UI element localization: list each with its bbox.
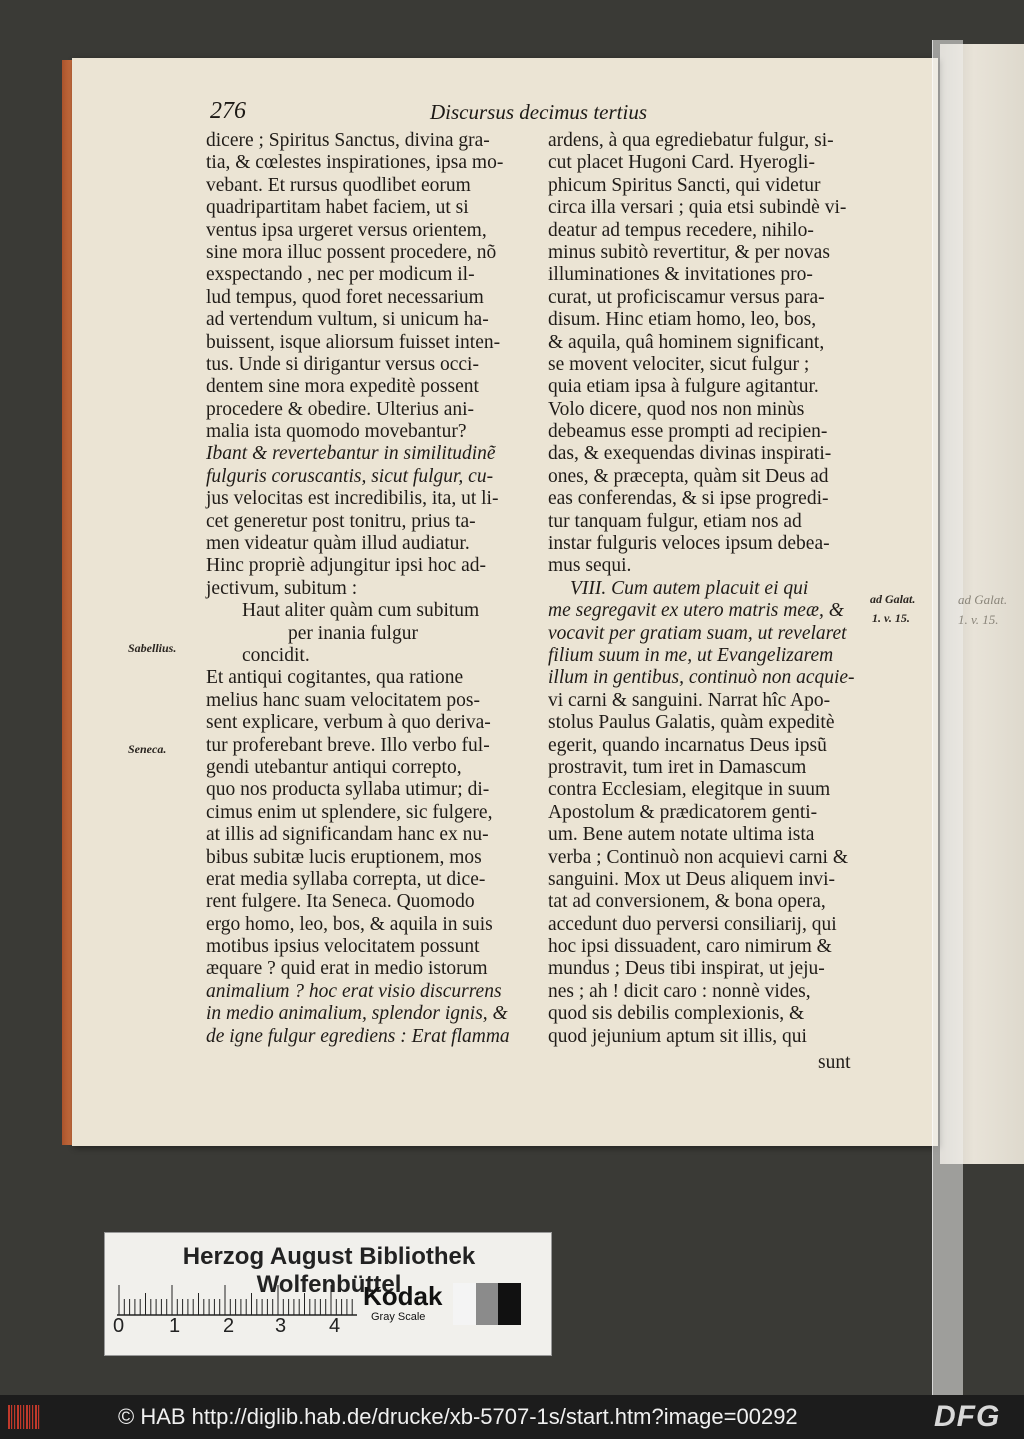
barcode-icon [8, 1403, 42, 1431]
text-line: per inania fulgur [288, 622, 418, 644]
running-head-title: Discursus decimus tertius [430, 100, 647, 124]
gray-patch [498, 1283, 521, 1325]
text-line: concidit. [242, 644, 310, 666]
text-line: dicere ; Spiritus Sanctus, divina gra- [206, 130, 490, 151]
text-line: lud tempus, quod foret necessarium [206, 286, 484, 308]
text-line: cimus enim ut splendere, sic fulgere, [206, 801, 493, 823]
gray-scale-label: Gray Scale [371, 1311, 426, 1323]
text-line: dentem sine mora expeditè possent [206, 376, 479, 398]
text-line: deatur ad tempus recedere, nihilo- [548, 219, 814, 241]
text-line: vebant. Et rursus quodlibet eorum [206, 174, 471, 196]
text-line: stolus Paulus Galatis, quàm expeditè [548, 712, 835, 734]
margin-note-sabellius: Sabellius. [128, 641, 177, 655]
text-line: cet generetur post tonitru, prius ta- [206, 510, 476, 532]
barcode-bar [35, 1405, 37, 1429]
text-line: illum in gentibus, continuò non acquie- [548, 667, 855, 689]
card-title: Herzog August Bibliothek Wolfenbüttel [182, 1243, 476, 1298]
text-line: tus. Unde si dirigantur versus occi- [206, 353, 479, 375]
text-line: vi carni & sanguini. Narrat hîc Apo- [548, 689, 831, 711]
text-line: men videatur quàm illud audiatur. [206, 533, 470, 555]
text-line: Haut aliter quàm cum subitum [242, 600, 480, 622]
text-line: filium suum in me, ut Evangelizarem [548, 644, 834, 666]
barcode-bar [32, 1405, 33, 1429]
text-line: circa illa versari ; quia etsi subindè vi- [548, 197, 847, 219]
text-line: animalium ? hoc erat visio discurrens [206, 980, 502, 1002]
text-line: accedunt duo perversi consiliarij, qui [548, 913, 837, 935]
text-line: bibus subitæ lucis eruptionem, mos [206, 846, 482, 868]
text-line: & aquila, quâ hominem significant, [548, 331, 825, 353]
text-line: instar fulguris veloces ipsum debea- [548, 533, 830, 555]
text-line: ergo homo, leo, bos, & aquila in suis [206, 913, 493, 935]
text-line: tur tanquam fulgur, etiam nos ad [548, 510, 802, 532]
color-card [104, 1232, 552, 1356]
barcode-bar [17, 1405, 19, 1429]
gray-patch [453, 1283, 476, 1325]
text-line: disum. Hinc etiam homo, leo, bos, [548, 309, 817, 331]
ruler-number: 0 [113, 1315, 125, 1337]
text-line: gendi utebantur antiqui correpto, [206, 756, 462, 778]
text-line: Hinc propriè adjungitur ipsi hoc ad- [206, 555, 486, 577]
page-number: 276 [210, 98, 246, 124]
text-line: debeamus esse prompti ad recipien- [548, 421, 828, 443]
text-line: contra Ecclesiam, elegitque in suum [548, 779, 831, 801]
text-line: prostravit, tum iret in Damascum [548, 756, 807, 778]
barcode-bar [14, 1405, 15, 1429]
text-line: cut placet Hugoni Card. Hyerogli- [548, 152, 815, 174]
text-line: erat media syllaba correpta, ut dice- [206, 868, 486, 890]
text-line: tia, & cœlestes inspirationes, ipsa mo- [206, 152, 504, 174]
text-line: vocavit per gratiam suam, ut revelaret [548, 622, 847, 644]
dfg-logo: DFG [934, 1400, 1001, 1433]
catchword: sunt [818, 1052, 851, 1073]
ruler-scale [117, 1283, 357, 1317]
text-line: verba ; Continuò non acquievi carni & [548, 846, 849, 868]
text-line: at illis ad significandam hanc ex nu- [206, 824, 489, 846]
text-line: procedere & obedire. Ulterius ani- [206, 398, 475, 420]
text-line: mus sequi. [548, 555, 632, 577]
text-line: um. Bene autem notate ultima ista [548, 824, 815, 846]
text-line: quadripartitam habet faciem, ut si [206, 197, 469, 219]
text-line: de igne fulgur egrediens : Erat flamma [206, 1025, 510, 1047]
barcode-bar [23, 1405, 24, 1429]
text-line: Ibant & revertebantur in similitudinẽ [206, 443, 496, 465]
barcode-bar [11, 1405, 12, 1429]
text-line: quo nos producta syllaba utimur; di- [206, 779, 490, 801]
text-line: ventus ipsa urgeret versus orientem, [206, 219, 487, 241]
text-line: phicum Spiritus Sancti, qui videtur [548, 174, 821, 196]
text-line: eas conferendas, & si ipse progredi- [548, 488, 829, 510]
text-line: VIII. Cum autem placuit ei qui [570, 577, 809, 599]
barcode-bar [20, 1405, 21, 1429]
copyright-link[interactable]: © HAB http://diglib.hab.de/drucke/xb-5707-1s/start.htm?image=00292 [118, 1404, 798, 1429]
text-line: Volo dicere, quod nos non minùs [548, 398, 805, 420]
text-line: jus velocitas est incredibilis, ita, ut li- [206, 488, 499, 510]
text-line: æquare ? quid erat in medio istorum [206, 958, 488, 980]
running-head [210, 100, 910, 128]
text-line: buissent, isque aliorsum fuisset inten- [206, 331, 501, 353]
text-line: quia etiam ipsa à fulgure agitantur. [548, 376, 819, 398]
ruler-number: 4 [329, 1315, 341, 1337]
text-line: jectivum, subitum : [206, 577, 358, 599]
text-line: ones, & præcepta, quàm sit Deus ad [548, 465, 829, 487]
gray-patches [453, 1283, 521, 1325]
text-line: melius hanc suam velocitatem pos- [206, 689, 481, 711]
text-line: tur proferebant breve. Illo verbo ful- [206, 734, 490, 756]
text-line: rent fulgere. Ita Seneca. Quomodo [206, 891, 475, 913]
text-line: egerit, quando incarnatus Deus ipsũ [548, 734, 827, 756]
text-line: sent explicare, verbum à quo deriva- [206, 712, 491, 734]
text-line: hoc ipsi dissuadent, caro nimirum & [548, 936, 832, 958]
barcode-bar [8, 1405, 10, 1429]
text-line: motibus ipsius velocitatem possunt [206, 936, 480, 958]
text-line: malia ista quomodo movebantur? [206, 421, 467, 443]
text-line: in medio animalium, splendor ignis, & [206, 1003, 508, 1025]
text-line: ad vertendum vultum, si unicum ha- [206, 309, 489, 331]
barcode-bar [26, 1405, 28, 1429]
ghost-note: ad Galat. [958, 592, 1008, 607]
text-line: nes ; ah ! dicit caro : nonnè vides, [548, 980, 811, 1002]
right-column [548, 130, 862, 1048]
barcode-bar [38, 1405, 39, 1429]
text-line: mundus ; Deus tibi inspirat, ut jeju- [548, 958, 825, 980]
text-line: ardens, à qua egrediebatur fulgur, si- [548, 130, 834, 151]
next-page-overlay [932, 40, 963, 1395]
ruler-number: 1 [169, 1315, 181, 1337]
margin-note-seneca: Seneca. [128, 742, 167, 756]
text-line: Apostolum & prædicatorem genti- [548, 801, 818, 823]
ruler-number: 2 [223, 1315, 235, 1337]
text-line: tat ad conversionem, & bona opera, [548, 891, 826, 913]
kodak-logo: Kodak [363, 1281, 443, 1311]
text-line: curat, ut proficiscamur versus para- [548, 286, 825, 308]
text-line: sine mora illuc possent procedere, nõ [206, 241, 497, 263]
text-line: illuminationes & invitationes pro- [548, 264, 813, 286]
margin-note-galat: ad Galat. [870, 592, 916, 606]
ghost-note-verse: 1. v. 15. [958, 612, 999, 627]
text-line: minus subitò revertitur, & per novas [548, 241, 830, 263]
text-line: fulguris coruscantis, sicut fulgur, cu- [206, 465, 494, 487]
margin-note-galat-verse: 1. v. 15. [872, 611, 910, 625]
text-line: sanguini. Mox ut Deus aliquem invi- [548, 868, 836, 890]
gray-patch [476, 1283, 499, 1325]
text-line: das, & exequendas divinas inspirati- [548, 443, 832, 465]
left-column [206, 130, 530, 1048]
text-line: quod sis debilis complexionis, & [548, 1003, 805, 1025]
barcode-bar [29, 1405, 30, 1429]
text-line: Et antiqui cogitantes, qua ratione [206, 667, 464, 689]
footer-bar [0, 1395, 1024, 1439]
text-line: quod jejunium aptum sit illis, qui [548, 1025, 807, 1047]
text-line: me segregavit ex utero matris meæ, & [548, 600, 844, 622]
ruler-number: 3 [275, 1315, 287, 1337]
text-line: se movent velociter, sicut fulgur ; [548, 353, 810, 375]
text-line: exspectando , nec per modicum il- [206, 264, 475, 286]
